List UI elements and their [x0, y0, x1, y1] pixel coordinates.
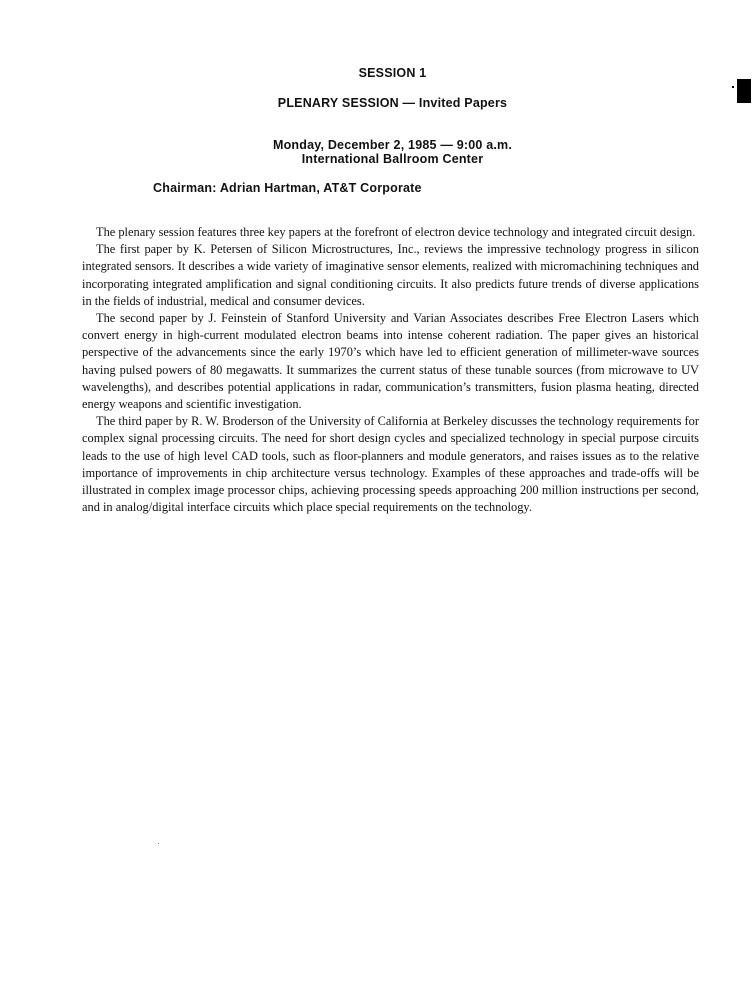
session-date-time: Monday, December 2, 1985 — 9:00 a.m.	[272, 138, 513, 152]
intro-paragraph: The plenary session features three key papers at the forefront of electron device technology and integrated circuit design.	[96, 225, 696, 239]
session-description	[82, 224, 699, 516]
scan-speck	[158, 843, 159, 844]
margin-dot	[732, 86, 734, 88]
second-paper-paragraph: The second paper by J. Feinstein of Stanford University and Varian Associates describes Free Electron Lasers which convert energy in high-current modulated electron beams into intense coherent radiation. The paper gives an historical perspective of the advancements since the early 1970’s which have led to efficient generation of millimeter-wave sources having pulsed powers of 80 megawatts. It summarizes the current status of these tunable sources (from microwave to UV wavelengths), and describes potential applications in radar, communication’s transmitters, fusion plasma heating, directed energy weapons and scientific investigation.	[82, 311, 699, 412]
third-paper-paragraph: The third paper by R. W. Broderson of the University of California at Berkeley discusses the technology requirements for complex signal processing circuits. The need for short design cycles and specialized technology in special purpose circuits leads to the use of high level CAD tools, such as floor-planners and module generators, and raises issues as to the relative importance of improvements in chip architecture versus technology. Examples of these approaches and trade-offs will be illustrated in complex image processor chips, achieving processing speeds approaching 200 million instructions per second, and in analog/digital interface circuits which place special requirements on the technology.	[82, 414, 699, 515]
first-paper-paragraph: The first paper by K. Petersen of Silicon Microstructures, Inc., reviews the impressive technology progress in silicon integrated sensors. It describes a wide variety of imaginative sensor elements, realized with micromachining techniques and incorporating integrated amplification and signal conditioning circuits. It also predicts future trends of diverse applications in the fields of industrial, medical and consumer devices.	[82, 242, 699, 308]
session-title-heading: PLENARY SESSION — Invited Papers	[277, 96, 508, 110]
session-location: International Ballroom Center	[301, 152, 484, 166]
session-number-heading: SESSION 1	[358, 66, 427, 80]
session-chairman: Chairman: Adrian Hartman, AT&T Corporate	[153, 181, 422, 195]
page-edge-tab-marker	[737, 79, 751, 103]
